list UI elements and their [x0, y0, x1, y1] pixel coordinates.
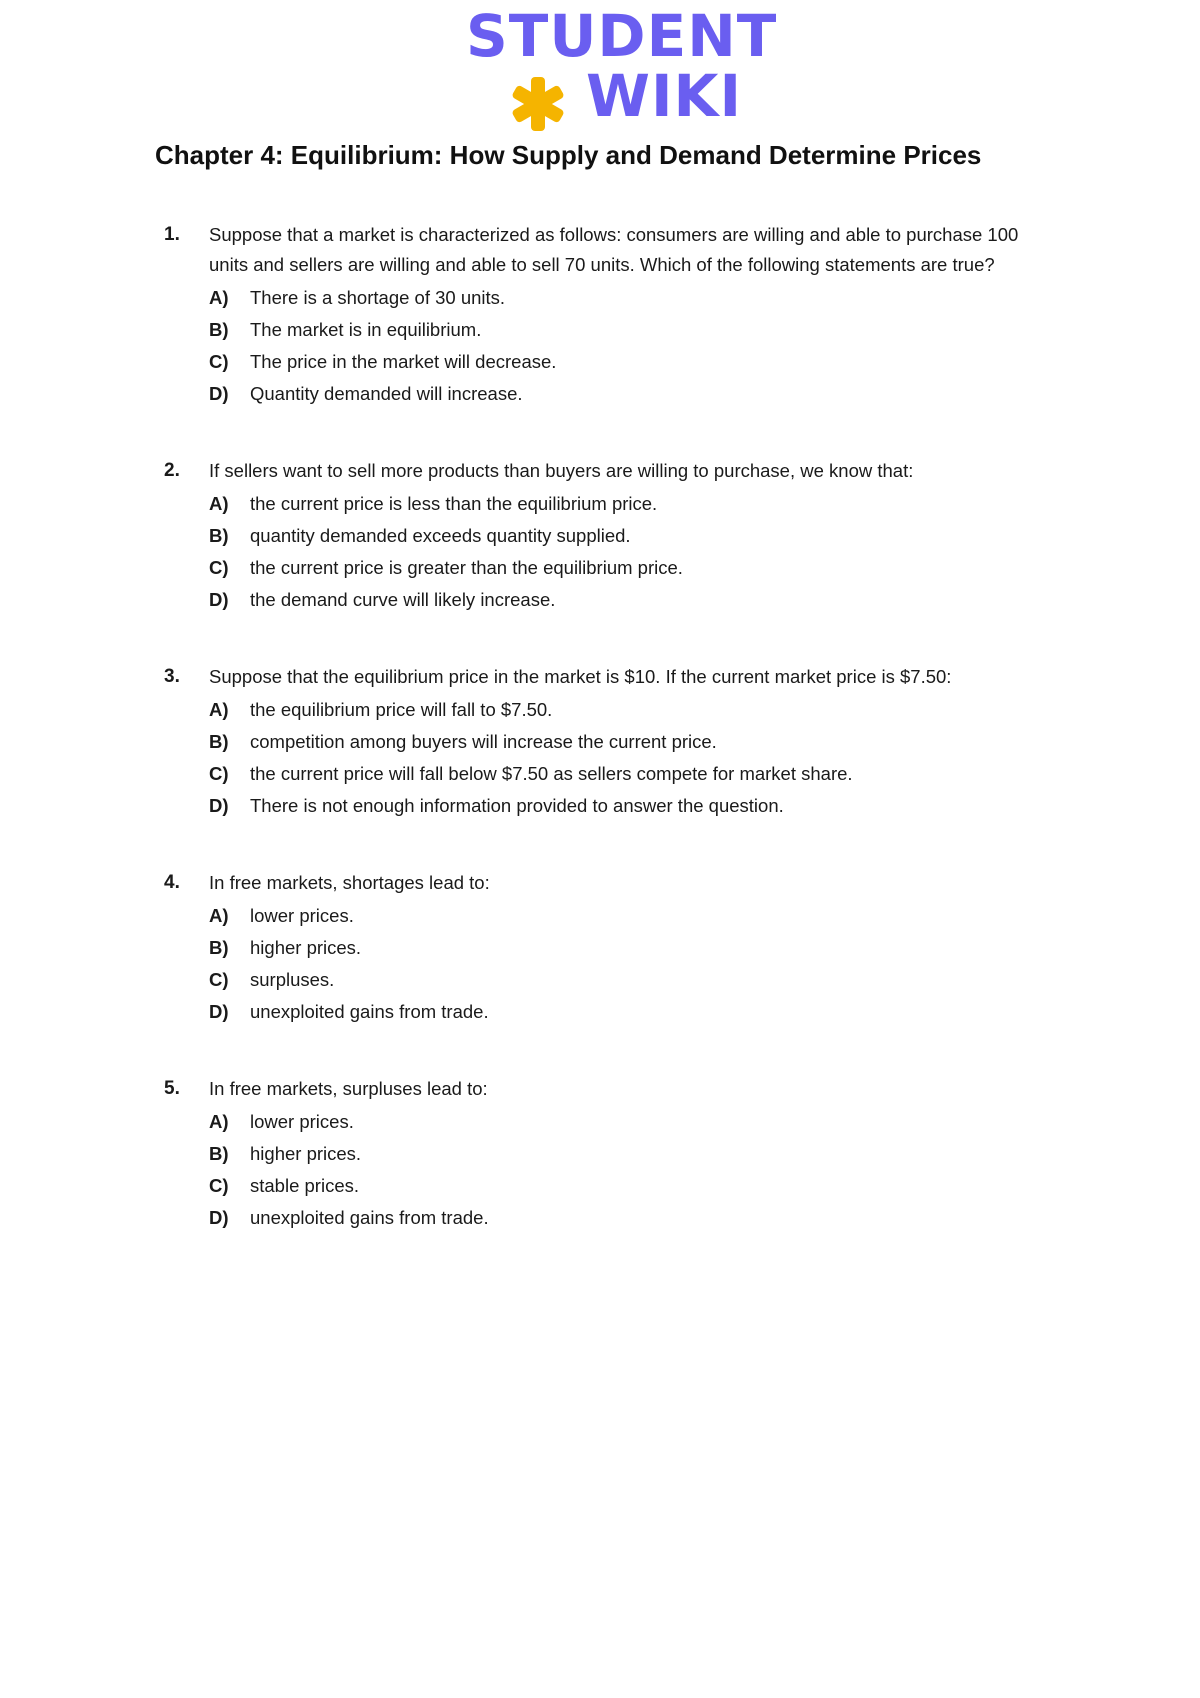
option-item [209, 996, 1044, 1028]
option-letter: C) [209, 351, 229, 372]
option-item [209, 790, 1044, 822]
question-number: 4. [164, 872, 180, 893]
option-item [209, 964, 1044, 996]
option-text: competition among buyers will increase the current price. [250, 731, 717, 752]
option-letter: B) [209, 937, 229, 958]
option-letter: B) [209, 1143, 229, 1164]
question-text: Suppose that a market is characterized as follows: consumers are willing and able to purchase 100 units and sellers are willing and able to sell 70 units. Which of the following statements are true? [209, 224, 1019, 275]
option-letter: B) [209, 319, 229, 340]
option-text: The price in the market will decrease. [250, 351, 557, 372]
question-text: If sellers want to sell more products than buyers are willing to purchase, we know that: [209, 460, 914, 481]
option-letter: A) [209, 493, 229, 514]
option-item [209, 346, 1044, 378]
question-item [164, 662, 1044, 822]
option-letter: B) [209, 525, 229, 546]
option-letter: C) [209, 969, 229, 990]
option-item [209, 488, 1044, 520]
question-item [164, 456, 1044, 616]
option-letter: C) [209, 1175, 229, 1196]
question-item [164, 220, 1044, 410]
option-text: stable prices. [250, 1175, 359, 1196]
option-item [209, 726, 1044, 758]
option-letter: C) [209, 763, 229, 784]
option-letter: A) [209, 287, 229, 308]
page-title: Chapter 4: Equilibrium: How Supply and Demand Determine Prices [155, 140, 982, 170]
option-text: Quantity demanded will increase. [250, 383, 523, 404]
option-text: the current price is greater than the equilibrium price. [250, 557, 683, 578]
option-item [209, 282, 1044, 314]
option-text: the current price is less than the equilibrium price. [250, 493, 658, 514]
option-item [209, 932, 1044, 964]
logo-line-student: STUDENT [466, 2, 778, 70]
option-item [209, 758, 1044, 790]
logo-line-wiki: WIKI [586, 62, 743, 130]
question-number: 1. [164, 224, 180, 245]
question-number: 2. [164, 460, 180, 481]
option-list [209, 1106, 1044, 1234]
question-text: In free markets, surpluses lead to: [209, 1078, 488, 1099]
option-text: quantity demanded exceeds quantity supplied. [250, 525, 631, 546]
option-letter: D) [209, 1001, 229, 1022]
question-text: Suppose that the equilibrium price in the market is $10. If the current market price is $7.50: [209, 666, 952, 687]
option-text: There is a shortage of 30 units. [250, 287, 506, 308]
option-text: The market is in equilibrium. [250, 319, 482, 340]
option-letter: D) [209, 383, 229, 404]
option-item [209, 552, 1044, 584]
question-number: 5. [164, 1078, 180, 1099]
option-text: the current price will fall below $7.50 as sellers compete for market share. [250, 763, 853, 784]
option-text: higher prices. [250, 937, 362, 958]
option-item [209, 378, 1044, 410]
option-letter: D) [209, 589, 229, 610]
option-text: unexploited gains from trade. [250, 1207, 489, 1228]
option-text: surpluses. [250, 969, 335, 990]
option-item [209, 1138, 1044, 1170]
option-item [209, 900, 1044, 932]
option-list [209, 900, 1044, 1028]
question-number: 3. [164, 666, 180, 687]
question-list [164, 220, 1044, 1280]
option-text: There is not enough information provided to answer the question. [250, 795, 784, 816]
option-letter: A) [209, 699, 229, 720]
option-letter: A) [209, 1111, 229, 1132]
option-letter: D) [209, 1207, 229, 1228]
option-list [209, 488, 1044, 616]
question-item [164, 868, 1044, 1028]
student-wiki-logo [466, 2, 778, 130]
option-letter: D) [209, 795, 229, 816]
question-item [164, 1074, 1044, 1234]
option-text: lower prices. [250, 905, 354, 926]
option-item [209, 520, 1044, 552]
option-item [209, 1202, 1044, 1234]
option-text: the equilibrium price will fall to $7.50. [250, 699, 553, 720]
option-item [209, 314, 1044, 346]
option-text: lower prices. [250, 1111, 354, 1132]
option-text: the demand curve will likely increase. [250, 589, 556, 610]
option-letter: B) [209, 731, 229, 752]
option-letter: A) [209, 905, 229, 926]
option-item [209, 1106, 1044, 1138]
option-item [209, 584, 1044, 616]
option-text: unexploited gains from trade. [250, 1001, 489, 1022]
option-list [209, 282, 1044, 410]
option-item [209, 694, 1044, 726]
question-text: In free markets, shortages lead to: [209, 872, 490, 893]
option-text: higher prices. [250, 1143, 362, 1164]
option-item [209, 1170, 1044, 1202]
option-list [209, 694, 1044, 822]
option-letter: C) [209, 557, 229, 578]
asterisk-star-icon [510, 76, 566, 132]
